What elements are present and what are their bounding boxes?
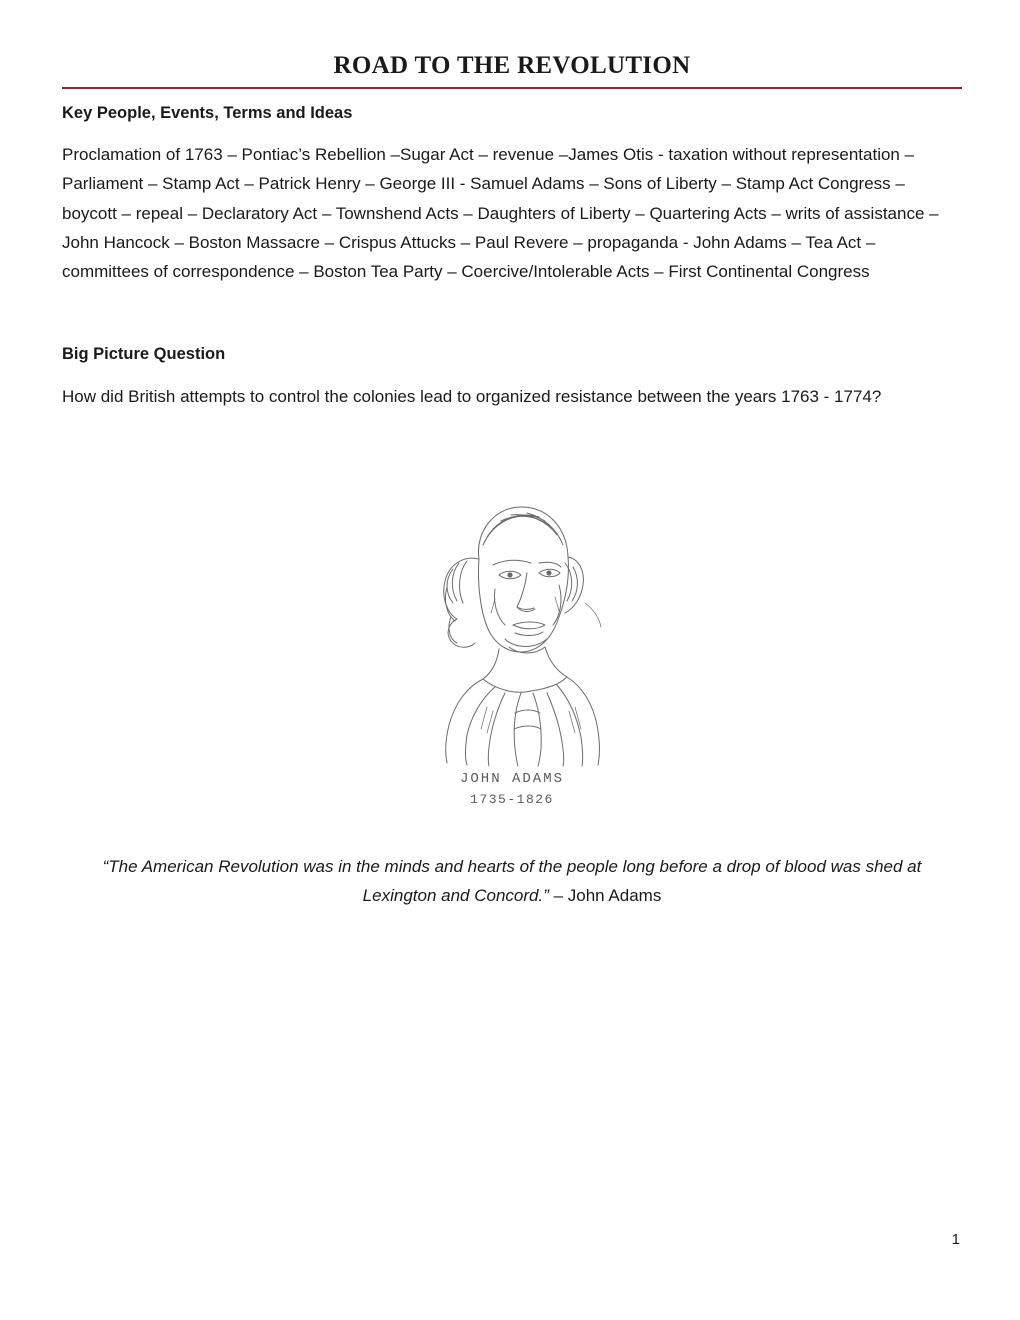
- portrait-figure: [62, 467, 962, 807]
- quote-block: [62, 853, 962, 911]
- page-number: 1: [951, 1231, 960, 1248]
- quote-attribution: – John Adams: [548, 885, 662, 905]
- section-heading-key-people: Key People, Events, Terms and Ideas: [62, 103, 353, 122]
- terms-paragraph: Proclamation of 1763 – Pontiac’s Rebellion –Sugar Act – revenue –James Otis - taxation without representation – Parliament – Stamp Act – Patrick Henry – George III - Samuel Adams – Sons of Liberty – Stamp Act Congress – boycott – repeal – Declaratory Act – Townshend Acts – Daughters of Liberty – Quartering Acts – writs of assistance – John Hancock – Boston Massacre – Crispus Attucks – Paul Revere – propaganda - John Adams – Tea Act – committees of correspondence – Boston Tea Party – Coercive/Intolerable Acts – First Continental Congress: [62, 145, 939, 282]
- spacer: [62, 286, 962, 344]
- portrait-years: 1735-1826: [470, 792, 554, 808]
- portrait-caption: [387, 769, 637, 810]
- title-divider: [62, 87, 962, 89]
- section-heading-big-picture: Big Picture Question: [62, 345, 226, 364]
- big-picture-question: How did British attempts to control the colonies lead to organized resistance between the years 1763 - 1774?: [62, 386, 882, 406]
- john-adams-portrait-icon: [387, 467, 637, 807]
- document-content: [62, 52, 962, 911]
- page-title: ROAD TO THE REVOLUTION: [333, 52, 691, 79]
- quote-text: “The American Revolution was in the minds and hearts of the people long before a drop of blood was shed at Lexington and Concord.”: [102, 857, 922, 905]
- portrait-name: JOHN ADAMS: [459, 771, 564, 788]
